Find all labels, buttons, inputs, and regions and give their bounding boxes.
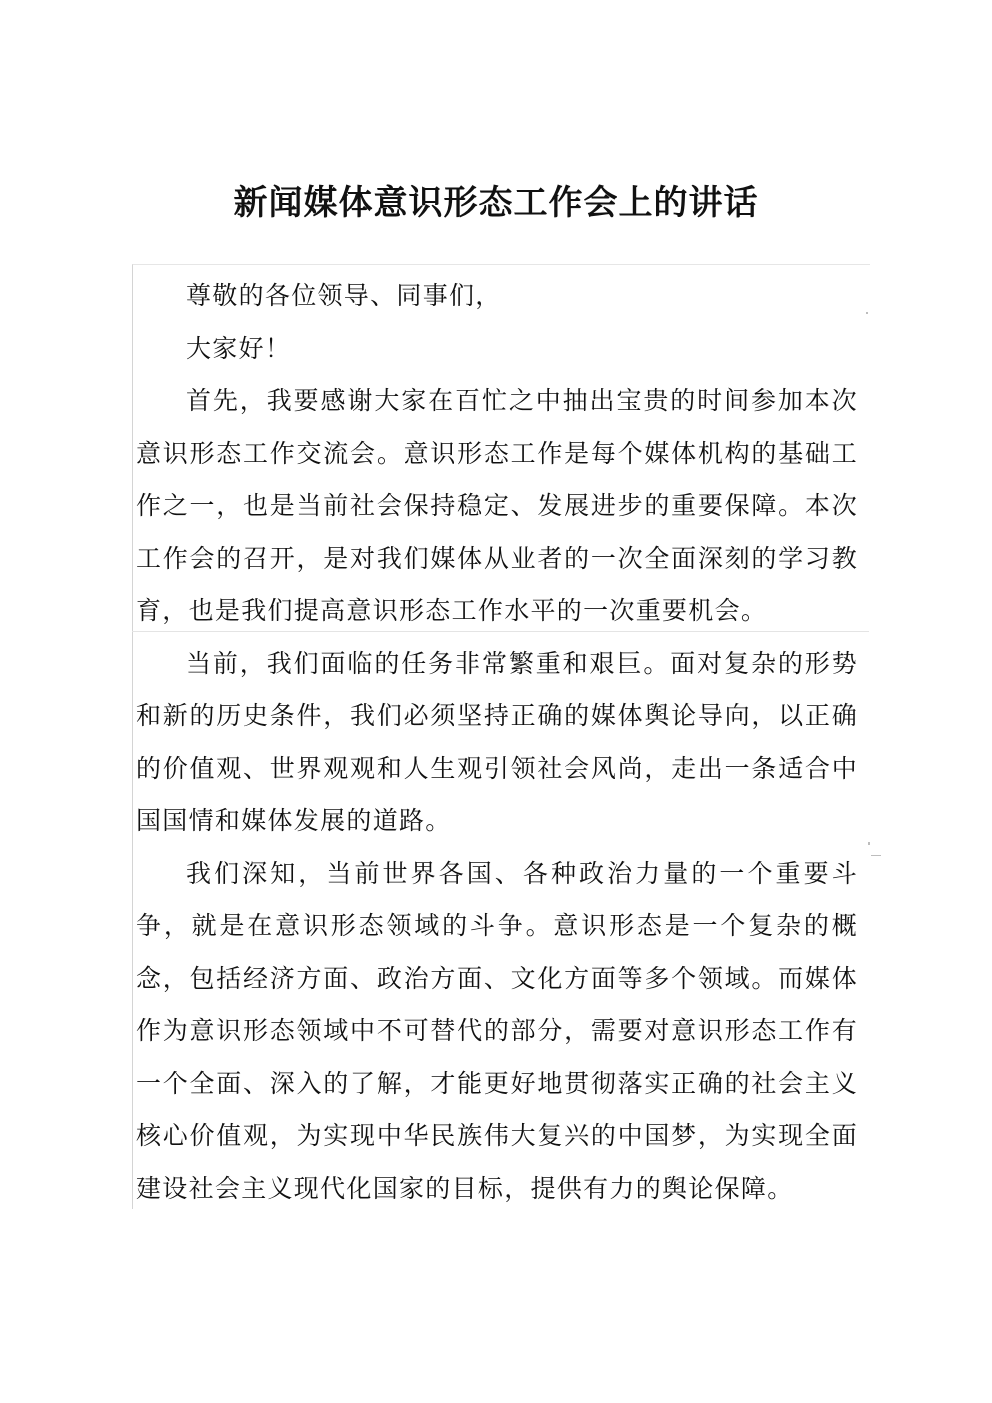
paragraph: 首先，我要感谢大家在百忙之中抽出宝贵的时间参加本次意识形态工作交流会。意识形态工作是每个媒体机构的基础工作之一，也是当前社会保持稳定、发展进步的重要保障。本次工作会的召开，是对我们媒体从业者的一次全面深刻的学习教育，也是我们提高意识形态工作水平的一次重要机会。 [136, 386, 858, 625]
document-body [136, 270, 858, 1215]
edge-mark [868, 842, 870, 845]
document-title: 新闻媒体意识形态工作会上的讲话 [233, 183, 759, 223]
greeting: 大家好！ [186, 333, 292, 363]
edge-mark [871, 855, 881, 856]
paragraph: 当前，我们面临的任务非常繁重和艰巨。面对复杂的形势和新的历史条件，我们必须坚持正确的媒体舆论导向，以正确的价值观、世界观观和人生观引领社会风尚，走出一条适合中国国情和媒体发展的道路。 [136, 648, 858, 835]
edge-mark [866, 312, 868, 314]
salutation: 尊敬的各位领导、同事们， [186, 281, 502, 310]
paragraph: 我们深知，当前世界各国、各种政治力量的一个重要斗争，就是在意识形态领域的斗争。意识形态是一个复杂的概念，包括经济方面、政治方面、文化方面等多个领域。而媒体作为意识形态领域中不可替代的部分，需要对意识形态工作有一个全面、深入的了解，才能更好地贯彻落实正确的社会主义核心价值观，为实现中华民族伟大复兴的中国梦，为实现全面建设社会主义现代化国家的目标，提供有力的舆论保障。 [136, 858, 858, 1203]
